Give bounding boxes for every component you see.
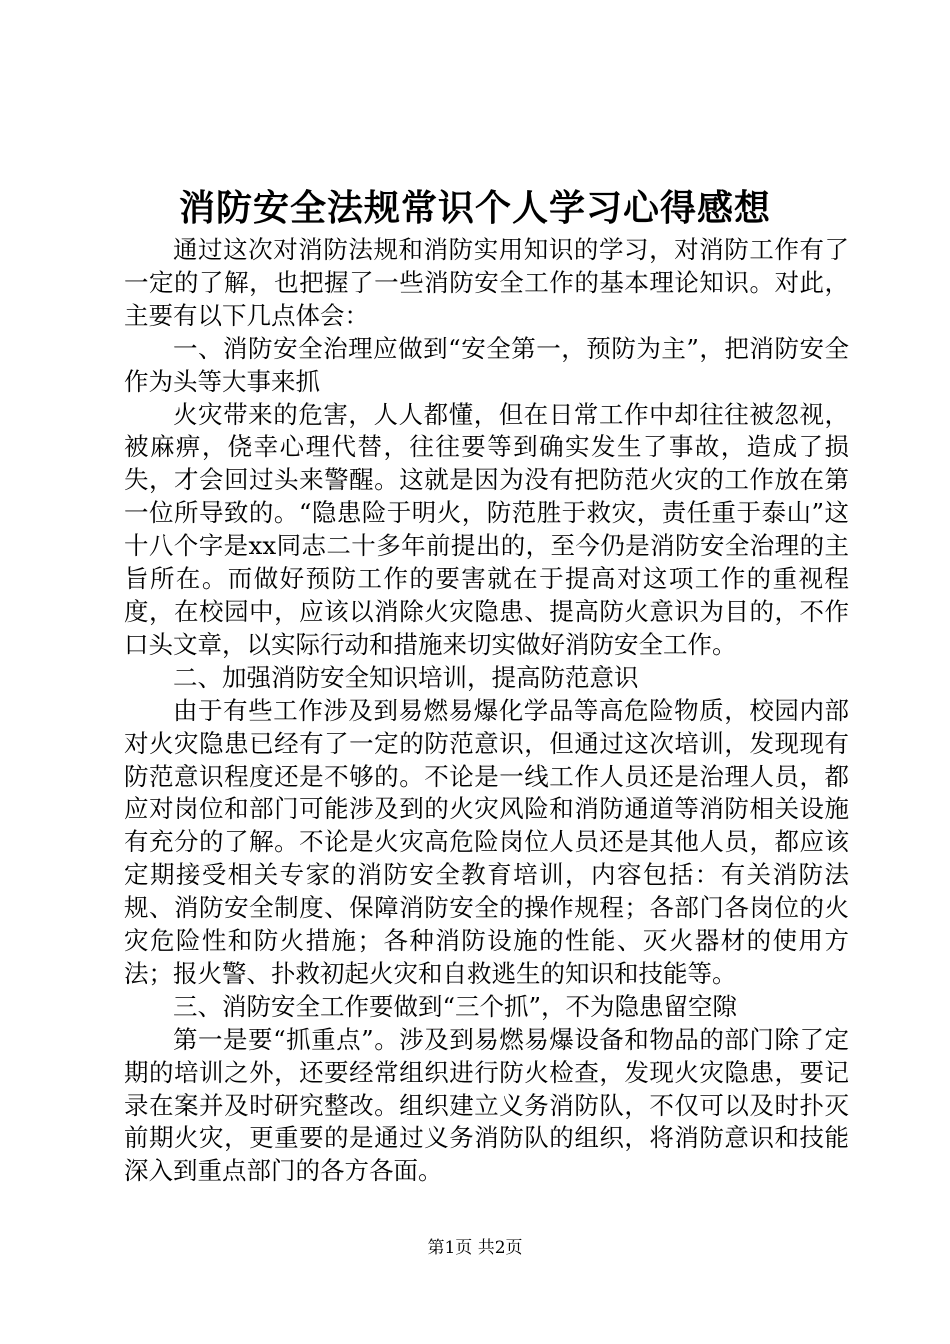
paragraph-section-1: 火灾带来的危害，人人都懂，但在日常工作中却往往被忽视，被麻痹，侥幸心理代替，往往要等到确实发生了事故，造成了损失，才会回过头来警醒。这就是因为没有把防范火灾的工作放在第一位所导致的。“隐患险于明火，防范胜于救灾，责任重于泰山”这十八个字是xx同志二十多年前提出的，至今仍是消防安全治理的主旨所在。而做好预防工作的要害就在于提高对这项工作的重视程度，在校园中，应该以消除火灾隐患、提高防火意识为目的，不作口头文章，以实际行动和措施来切实做好消防安全工作。 (124, 399, 849, 659)
paragraph-intro: 通过这次对消防法规和消防实用知识的学习，对消防工作有了一定的了解，也把握了一些消防安全工作的基本理论知识。对此，主要有以下几点体会： (124, 235, 849, 330)
section-heading-2: 二、加强消防安全知识培训，提高防范意识 (173, 662, 639, 692)
paragraph-section-2: 由于有些工作涉及到易燃易爆化学品等高危险物质，校园内部对火灾隐患已经有了一定的防范意识，但通过这次培训，发现现有防范意识程度还是不够的。不论是一线工作人员还是治理人员，都应对岗位和部门可能涉及到的火灾风险和消防通道等消防相关设施有充分的了解。不论是火灾高危险岗位人员还是其他人员，都应该定期接受相关专家的消防安全教育培训，内容包括：有关消防法规、消防安全制度、保障消防安全的操作规程；各部门各岗位的火灾危险性和防火措施；各种消防设施的性能、灭火器材的使用方法；报火警、扑救初起火灾和自救逃生的知识和技能等。 (124, 695, 849, 988)
page-number-footer: 第1页 共2页 (427, 1238, 523, 1258)
paragraph-section-3: 第一是要“抓重点”。涉及到易燃易爆设备和物品的部门除了定期的培训之外，还要经常组织进行防火检查，发现火灾隐患，要记录在案并及时研究整改。组织建立义务消防队，不仅可以及时扑灭前期火灾，更重要的是通过义务消防队的组织，将消防意识和技能深入到重点部门的各方各面。 (124, 1024, 849, 1186)
document-body (124, 234, 849, 1188)
section-heading-1: 一、消防安全治理应做到“安全第一，预防为主”，把消防安全作为头等大事来抓 (124, 333, 849, 396)
section-heading-3: 三、消防安全工作要做到“三个抓”，不为隐患留空隙 (173, 991, 738, 1021)
document-title: 消防安全法规常识个人学习心得感想 (178, 187, 771, 229)
